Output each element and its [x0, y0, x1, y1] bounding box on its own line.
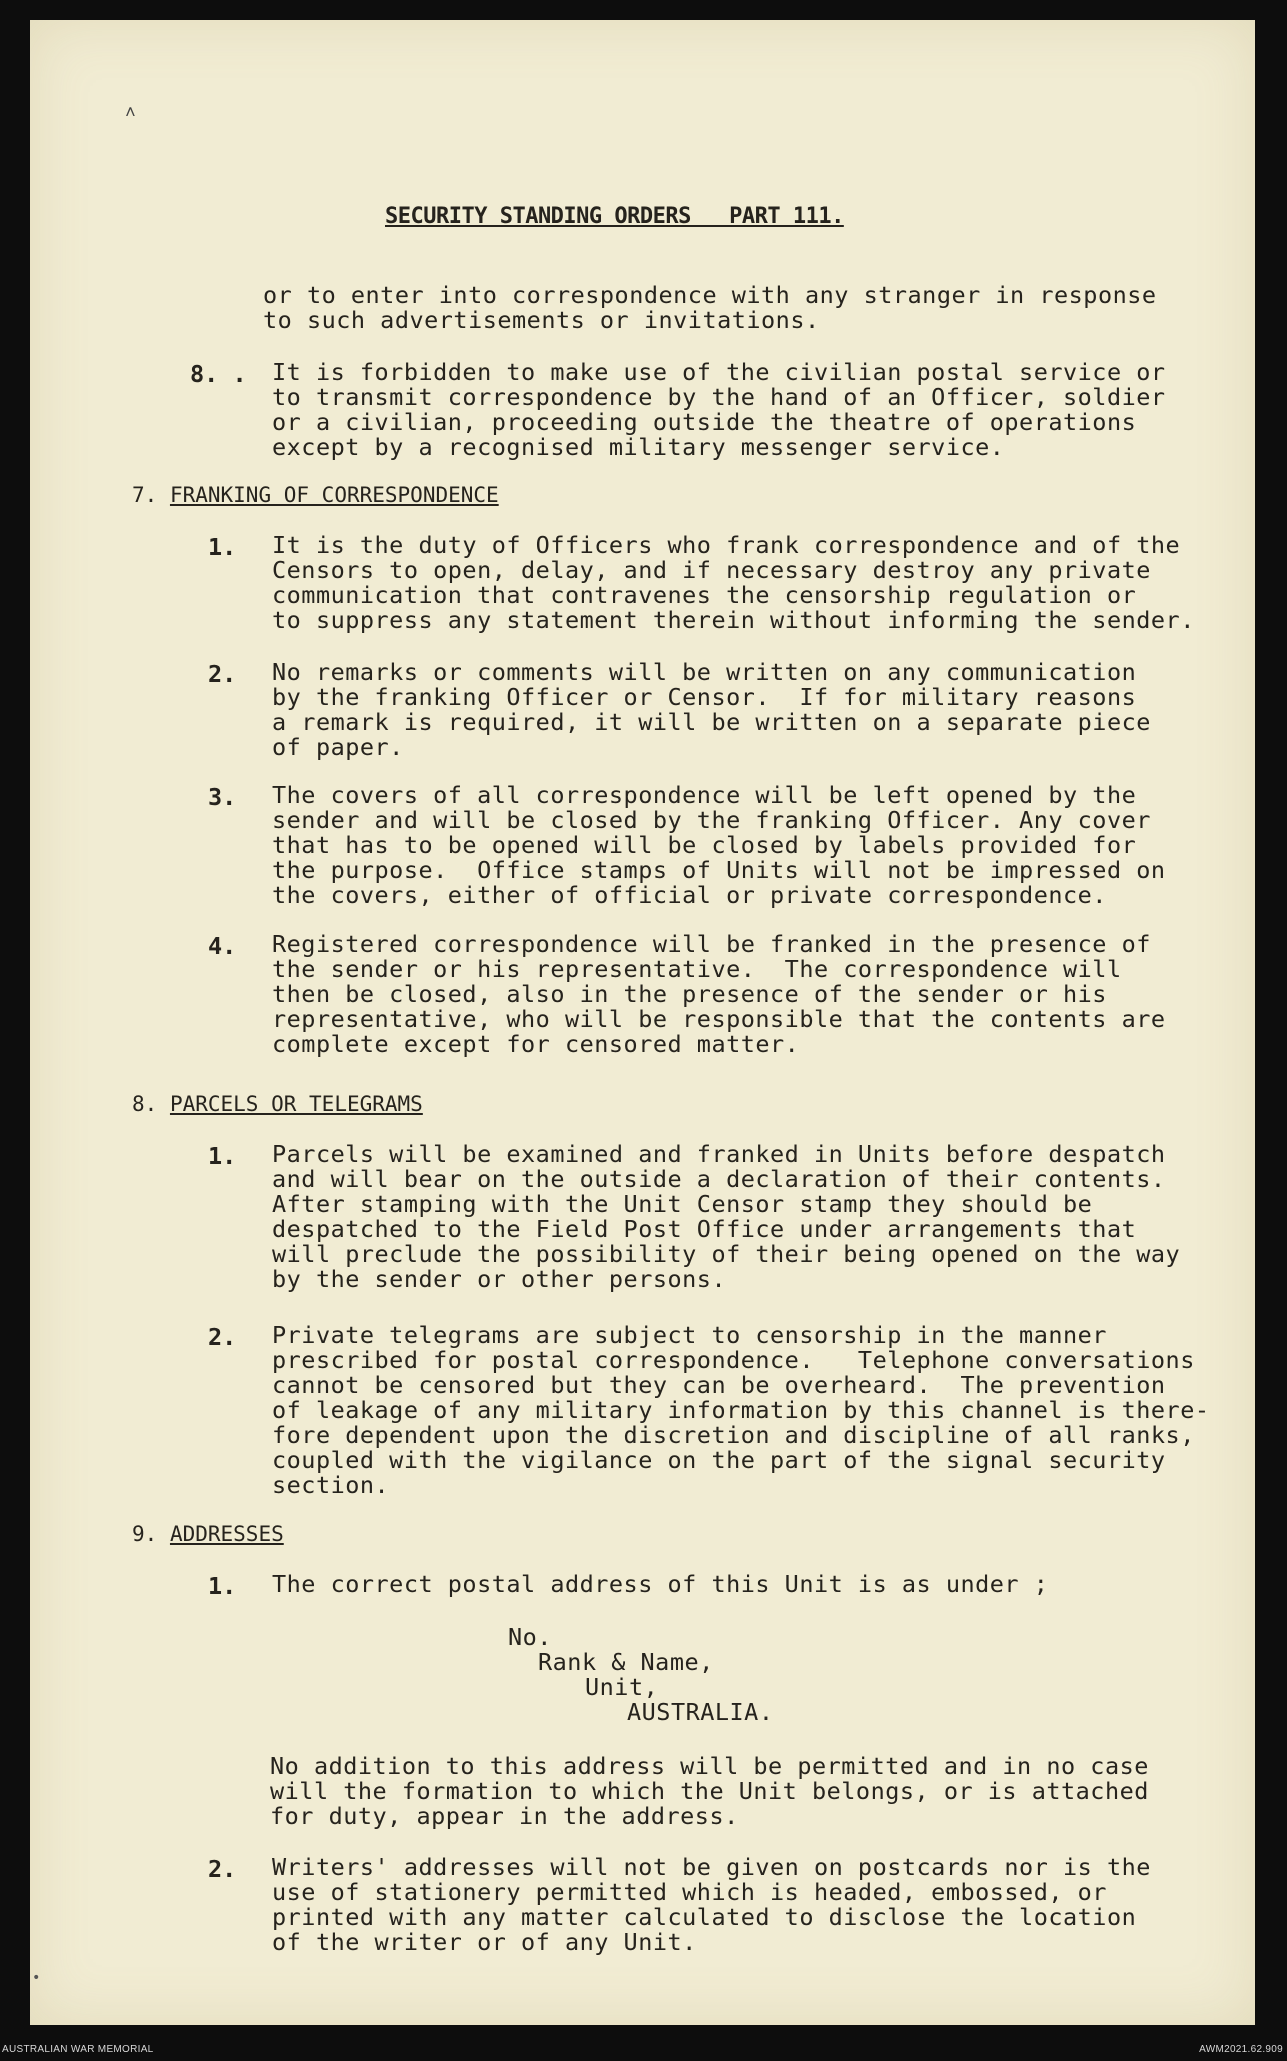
item-paragraph: Private telegrams are subject to censorship in the manner prescribed for postal correspondence. Telephone conversations cannot be censored but they can be overheard. The prevention of leakage of any military information by this channel is there- fore dependent upon the discretion and discipline of all ranks, coupled with the vigilance on the part of the signal security section.	[272, 1321, 1210, 1499]
document-page	[30, 20, 1255, 2025]
item-paragraph: The covers of all correspondence will be left opened by the sender and will be closed by the franking Officer. Any cover that has to be opened will be closed by labels provided for the purpose. Office stamps of Units will not be impressed on the covers, either of official or private correspondence.	[272, 781, 1166, 909]
item-number: 8. .	[190, 360, 247, 388]
section-heading-franking	[132, 483, 499, 507]
section-heading-parcels	[132, 1092, 423, 1116]
footer-accession-number: AWM2021.62.909	[1199, 2044, 1283, 2055]
section-number: 9.	[132, 1522, 158, 1546]
item-number: 2.	[208, 1323, 237, 1351]
intro-paragraph: or to enter into correspondence with any stranger in response to such advertisements or invitations.	[263, 281, 1157, 334]
section-title: FRANKING OF CORRESPONDENCE	[169, 483, 499, 507]
item-paragraph: Registered correspondence will be franked in the presence of the sender or his representative. The correspondence will then be closed, also in the presence of the sender or his representative, who will be responsible that the contents are complete except for censored matter.	[272, 930, 1166, 1058]
item-number: 3.	[208, 783, 237, 811]
page-title: SECURITY STANDING ORDERS PART 111.	[385, 204, 844, 229]
item-paragraph: No addition to this address will be permitted and in no case will the formation to which the Unit belongs, or is attached for duty, appear in the address.	[270, 1752, 1149, 1830]
section-title: ADDRESSES	[169, 1522, 284, 1546]
address-line: Rank & Name,	[538, 1648, 714, 1676]
item-paragraph: Writers' addresses will not be given on postcards nor is the use of stationery permitted which is headed, embossed, or printed with any matter calculated to disclose the location of the writer or of any Unit.	[272, 1853, 1151, 1956]
item-paragraph: Parcels will be examined and franked in Units before despatch and will bear on the outside a declaration of their contents. After stamping with the Unit Censor stamp they should be despatched to the Field Post Office under arrangements that will preclude the possibility of their being opened on the way by the sender or other persons.	[272, 1140, 1181, 1293]
address-line: Unit,	[585, 1673, 659, 1701]
section-title: PARCELS OR TELEGRAMS	[169, 1092, 423, 1116]
item-number: 2.	[208, 660, 237, 688]
address-line: AUSTRALIA.	[627, 1698, 774, 1726]
section-heading-addresses	[132, 1522, 284, 1546]
item-paragraph: It is the duty of Officers who frank correspondence and of the Censors to open, delay, and if necessary destroy any private communication that contravenes the censorship regulation or to suppress any statement therein without informing the sender.	[272, 531, 1195, 634]
footer-credit: AUSTRALIAN WAR MEMORIAL	[2, 2044, 154, 2055]
item-number: 2.	[208, 1855, 237, 1883]
item-paragraph: It is forbidden to make use of the civilian postal service or to transmit correspondence by the hand of an Officer, soldier or a civilian, proceeding outside the theatre of operations except by a recognised military messenger service.	[272, 358, 1166, 461]
item-paragraph: No remarks or comments will be written on any communication by the franking Officer or Censor. If for military reasons a remark is required, it will be written on a separate piece of paper.	[272, 658, 1151, 761]
pen-mark: ˄	[125, 102, 136, 123]
paper-mark: •	[32, 1970, 41, 1986]
section-number: 8.	[132, 1092, 158, 1116]
item-number: 1.	[208, 1142, 237, 1170]
item-number: 1.	[208, 1572, 237, 1600]
item-paragraph: The correct postal address of this Unit is as under ;	[272, 1570, 1049, 1598]
item-number: 4.	[208, 932, 237, 960]
item-number: 1.	[208, 533, 237, 561]
section-number: 7.	[132, 483, 158, 507]
address-line: No.	[508, 1623, 552, 1651]
